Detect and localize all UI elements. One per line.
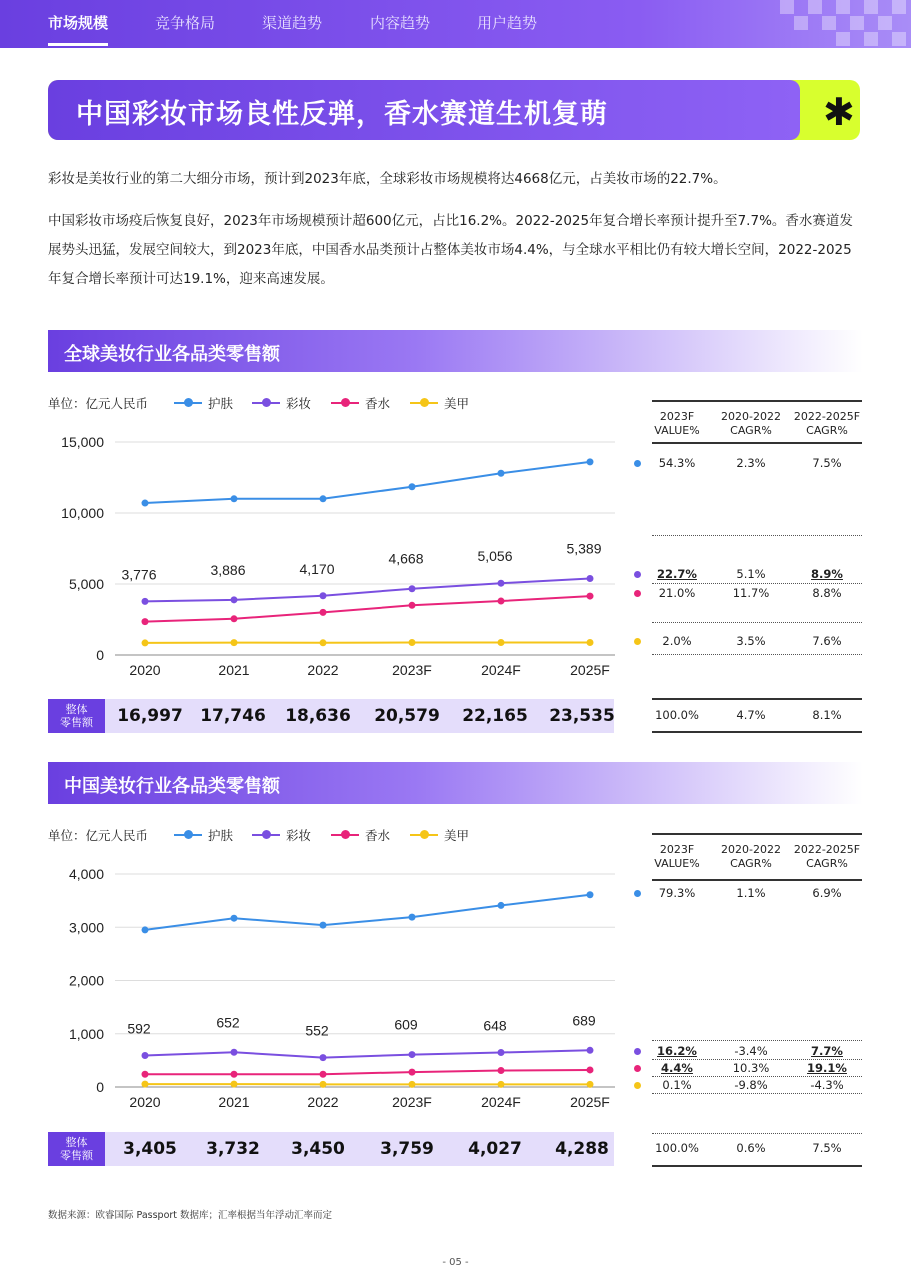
cell-cagr1: 0.6% xyxy=(736,1141,766,1155)
cell-cagr1: 11.7% xyxy=(732,586,770,600)
x-tick-label: 2025F xyxy=(570,1094,610,1110)
section-header-china xyxy=(48,762,863,804)
cell-cagr2: 19.1% xyxy=(807,1061,847,1075)
data-point xyxy=(498,1067,505,1074)
bullet-icon xyxy=(634,638,641,645)
data-point xyxy=(498,470,505,477)
cell-value: 0.1% xyxy=(662,1078,692,1092)
x-tick-label: 2023F xyxy=(392,1094,432,1110)
tab-user-trends[interactable]: 用户趋势 xyxy=(477,14,538,32)
cell-cagr2: 7.5% xyxy=(812,1141,842,1155)
data-point xyxy=(498,639,505,646)
unit-label: 单位：亿元人民币 xyxy=(48,396,149,411)
intro-paragraph-1: 彩妆是美妆行业的第二大细分市场，预计到2023年底，全球彩妆市场规模将达4668亿元，占美妆市场的22.7%。 xyxy=(48,171,727,187)
bullet-icon xyxy=(634,1082,641,1089)
cell-value: 100.0% xyxy=(655,708,699,722)
table-row-makeup xyxy=(632,1044,862,1060)
data-point xyxy=(231,639,238,646)
data-source-note: 数据来源：欧睿国际 Passport 数据库；汇率根据当年浮动汇率而定 xyxy=(48,1210,333,1221)
cell-cagr1: -9.8% xyxy=(734,1078,768,1092)
totals-label: 整体 零售额 xyxy=(48,1132,105,1166)
page-number: - 05 - xyxy=(442,1257,469,1268)
checker-decoration xyxy=(892,32,906,46)
y-tick-label: 0 xyxy=(96,1079,104,1095)
y-tick-label: 0 xyxy=(96,647,104,663)
series-line xyxy=(145,578,590,601)
table-row-nail xyxy=(632,634,862,650)
checker-decoration xyxy=(878,16,892,30)
bullet-icon xyxy=(634,890,641,897)
data-point xyxy=(587,1066,594,1073)
col-header-cagr-2022-2025: 2022-2025F CAGR% xyxy=(793,410,861,437)
x-tick-label: 2025F xyxy=(570,662,610,678)
col-header-value: 2023F VALUE% xyxy=(654,843,700,870)
table-row-skincare xyxy=(632,886,862,902)
table-row-skincare xyxy=(632,456,862,472)
legend-label: 美甲 xyxy=(444,396,470,411)
total-value: 4,288 xyxy=(555,1139,609,1159)
bullet-icon xyxy=(634,460,641,467)
x-tick-label: 2024F xyxy=(481,1094,521,1110)
y-tick-label: 3,000 xyxy=(68,919,104,936)
cell-cagr2: 7.6% xyxy=(812,634,842,648)
data-point xyxy=(231,495,238,502)
checker-decoration xyxy=(892,0,906,14)
data-point xyxy=(409,602,416,609)
total-value: 18,636 xyxy=(285,706,351,726)
total-value: 3,450 xyxy=(291,1139,345,1159)
data-point xyxy=(320,609,327,616)
col-header-cagr-2020-2022: 2020-2022 CAGR% xyxy=(721,410,781,437)
data-label: 592 xyxy=(127,1020,151,1037)
total-value: 3,759 xyxy=(380,1139,434,1159)
tab-channel-trends[interactable]: 渠道趋势 xyxy=(262,14,323,32)
data-point xyxy=(231,915,238,922)
table-row-fragrance xyxy=(632,586,862,602)
cell-value: 54.3% xyxy=(658,456,696,470)
data-point xyxy=(587,639,594,646)
data-point xyxy=(142,639,149,646)
section-title-global: 全球美妆行业各品类零售额 xyxy=(64,344,280,365)
data-label: 3,776 xyxy=(121,566,157,583)
cell-cagr1: 5.1% xyxy=(736,567,766,581)
legend-label: 香水 xyxy=(365,396,391,411)
data-label: 609 xyxy=(394,1016,418,1033)
x-tick-label: 2020 xyxy=(129,662,161,678)
total-value: 17,746 xyxy=(200,706,266,726)
x-tick-label: 2023F xyxy=(392,662,432,678)
bullet-icon xyxy=(634,1048,641,1055)
col-header-value: 2023F VALUE% xyxy=(654,410,700,437)
cell-value: 2.0% xyxy=(662,634,692,648)
data-point xyxy=(587,1047,594,1054)
data-point xyxy=(409,1081,416,1088)
cell-value: 21.0% xyxy=(658,586,696,600)
y-tick-label: 10,000 xyxy=(61,505,104,521)
checker-decoration xyxy=(822,16,836,30)
data-point xyxy=(498,598,505,605)
data-label: 5,056 xyxy=(477,548,513,565)
col-header-cagr-2022-2025: 2022-2025F CAGR% xyxy=(793,843,861,870)
total-value: 4,027 xyxy=(468,1139,522,1159)
data-label: 689 xyxy=(572,1012,596,1029)
data-point xyxy=(498,580,505,587)
legend-label: 彩妆 xyxy=(286,828,312,843)
data-point xyxy=(231,615,238,622)
series-line xyxy=(145,895,590,930)
table-row-nail xyxy=(632,1078,862,1094)
checker-decoration xyxy=(864,32,878,46)
series-line xyxy=(145,1070,590,1074)
line-chart-china xyxy=(40,860,620,1120)
legend-label: 护肤 xyxy=(208,828,234,843)
data-point xyxy=(409,1051,416,1058)
data-point xyxy=(231,1049,238,1056)
data-label: 4,170 xyxy=(299,560,335,577)
cell-value: 100.0% xyxy=(655,1141,699,1155)
active-tab-underline xyxy=(48,43,108,46)
total-value: 23,535 xyxy=(549,706,615,726)
data-point xyxy=(142,1052,149,1059)
cell-cagr2: 8.9% xyxy=(811,567,843,581)
tab-content-trends[interactable]: 内容趋势 xyxy=(370,14,431,32)
cagr-table-global xyxy=(632,400,862,740)
data-point xyxy=(498,902,505,909)
checker-decoration xyxy=(836,0,850,14)
data-point xyxy=(587,458,594,465)
x-tick-label: 2022 xyxy=(307,662,339,678)
checker-decoration xyxy=(780,0,794,14)
data-point xyxy=(231,596,238,603)
cell-cagr1: 1.1% xyxy=(736,886,766,900)
totals-bar-global xyxy=(48,699,614,733)
top-navigation xyxy=(0,0,911,48)
data-point xyxy=(498,1049,505,1056)
data-label: 652 xyxy=(216,1014,240,1031)
section-header-global xyxy=(48,330,863,372)
cell-cagr1: 2.3% xyxy=(736,456,766,470)
data-point xyxy=(320,922,327,929)
totals-bar-china xyxy=(48,1132,614,1166)
intro-paragraph-2: 中国彩妆市场疫后恢复良好，2023年市场规模预计超600亿元，占比16.2%。2022-2025年复合增长率预计提升至7.7%。香水赛道发展势头迅猛，发展空间较大，到2023年底，中国香水品类预计占整体美妆市场4.4%，与全球水平相比仍有较大增长空间，2022-2025年复合增长率预计可达19.1%，迎来高速发展。 xyxy=(48,213,853,287)
data-point xyxy=(498,1081,505,1088)
cell-value: 79.3% xyxy=(658,886,696,900)
checker-decoration xyxy=(864,0,878,14)
y-tick-label: 4,000 xyxy=(68,866,104,882)
data-point xyxy=(409,483,416,490)
checker-decoration xyxy=(808,0,822,14)
data-point xyxy=(320,639,327,646)
cell-value: 16.2% xyxy=(657,1044,697,1058)
cell-cagr2: 8.1% xyxy=(812,708,842,722)
legend-label: 美甲 xyxy=(444,828,470,843)
cell-cagr1: 10.3% xyxy=(732,1061,770,1075)
checker-decoration xyxy=(850,16,864,30)
cell-cagr2: 8.8% xyxy=(812,586,842,600)
total-value: 3,405 xyxy=(123,1139,177,1159)
tab-competition[interactable]: 竞争格局 xyxy=(155,14,216,32)
cell-value: 4.4% xyxy=(661,1061,693,1075)
data-point xyxy=(409,1069,416,1076)
col-header-cagr-2020-2022: 2020-2022 CAGR% xyxy=(721,843,781,870)
checker-decoration xyxy=(836,32,850,46)
series-line xyxy=(145,1050,590,1057)
table-row-total xyxy=(632,1141,862,1157)
bullet-icon xyxy=(634,1065,641,1072)
x-tick-label: 2022 xyxy=(307,1094,339,1110)
cell-cagr2: -4.3% xyxy=(810,1078,844,1092)
data-point xyxy=(409,914,416,921)
table-row-makeup xyxy=(632,567,862,583)
data-point xyxy=(142,500,149,507)
data-point xyxy=(142,598,149,605)
cell-value: 22.7% xyxy=(657,567,697,581)
data-point xyxy=(142,926,149,933)
cell-cagr2: 7.7% xyxy=(811,1044,843,1058)
data-point xyxy=(320,1054,327,1061)
y-tick-label: 2,000 xyxy=(68,972,104,989)
cell-cagr1: 4.7% xyxy=(736,708,766,722)
data-point xyxy=(142,1081,149,1088)
checker-decoration xyxy=(794,16,808,30)
data-point xyxy=(142,618,149,625)
bullet-icon xyxy=(634,590,641,597)
x-tick-label: 2024F xyxy=(481,662,521,678)
data-point xyxy=(409,639,416,646)
legend-label: 护肤 xyxy=(208,396,234,411)
cell-cagr1: 3.5% xyxy=(736,634,766,648)
data-label: 3,886 xyxy=(210,561,246,578)
unit-label: 单位：亿元人民币 xyxy=(48,828,149,843)
data-point xyxy=(231,1071,238,1078)
section-title-china: 中国美妆行业各品类零售额 xyxy=(64,776,280,797)
total-value: 3,732 xyxy=(206,1139,260,1159)
line-chart-global xyxy=(40,420,620,685)
legend-label: 香水 xyxy=(365,828,391,843)
data-point xyxy=(231,1081,238,1088)
data-point xyxy=(587,575,594,582)
cell-cagr2: 6.9% xyxy=(812,886,842,900)
y-tick-label: 1,000 xyxy=(68,1025,104,1042)
data-point xyxy=(320,1071,327,1078)
x-tick-label: 2021 xyxy=(218,662,250,678)
data-label: 4,668 xyxy=(388,550,424,567)
cell-cagr2: 7.5% xyxy=(812,456,842,470)
total-value: 16,997 xyxy=(117,706,183,726)
bullet-icon xyxy=(634,571,641,578)
cagr-table-china xyxy=(632,833,862,1173)
y-tick-label: 15,000 xyxy=(61,434,104,450)
x-tick-label: 2020 xyxy=(129,1094,161,1110)
series-line xyxy=(145,462,590,503)
data-point xyxy=(320,1081,327,1088)
data-point xyxy=(409,585,416,592)
data-point xyxy=(142,1071,149,1078)
y-tick-label: 5,000 xyxy=(68,576,104,592)
banner-title-box xyxy=(48,80,800,140)
page-banner xyxy=(48,80,860,140)
asterisk-icon: ✱ xyxy=(823,90,855,134)
totals-label: 整体 零售额 xyxy=(48,699,105,733)
data-label: 648 xyxy=(483,1017,507,1034)
data-point xyxy=(320,592,327,599)
legend-label: 彩妆 xyxy=(286,396,312,411)
page-title: 中国彩妆市场良性反弹，香水赛道生机复萌 xyxy=(76,99,608,130)
data-point xyxy=(587,593,594,600)
tab-market-size[interactable]: 市场规模 xyxy=(48,14,109,32)
x-tick-label: 2021 xyxy=(218,1094,250,1110)
total-value: 22,165 xyxy=(462,706,528,726)
data-point xyxy=(587,1081,594,1088)
table-row-total xyxy=(632,708,862,724)
data-label: 552 xyxy=(305,1022,329,1039)
table-row-fragrance xyxy=(632,1061,862,1077)
cell-cagr1: -3.4% xyxy=(734,1044,768,1058)
data-point xyxy=(320,495,327,502)
data-point xyxy=(587,891,594,898)
total-value: 20,579 xyxy=(374,706,440,726)
data-label: 5,389 xyxy=(566,540,602,557)
